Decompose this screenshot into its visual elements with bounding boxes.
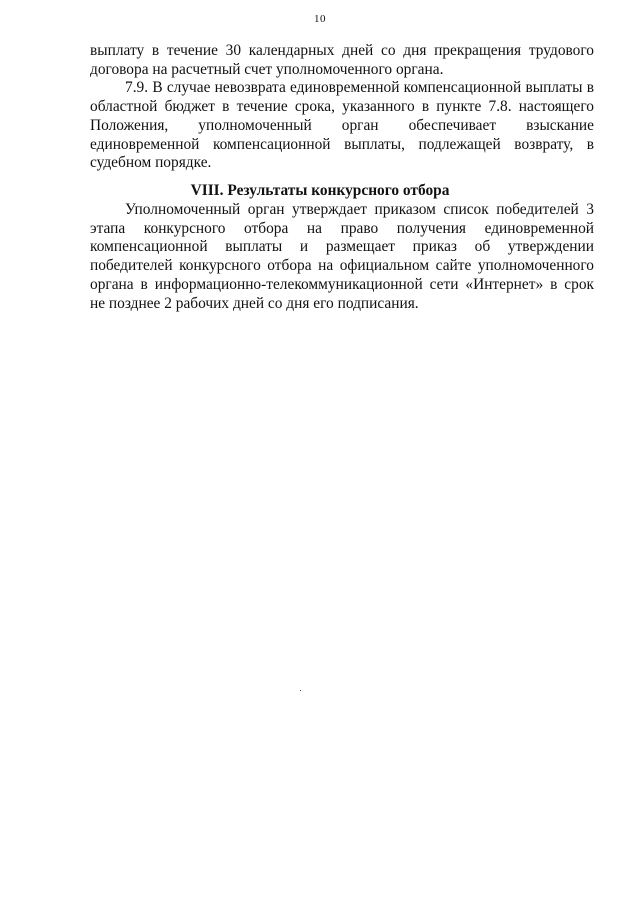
section-7-text [90,42,594,173]
section-8-text [90,201,594,313]
scan-speck [300,690,301,691]
paragraph-7-9: 7.9. В случае невозврата единовременной компенсационной выплаты в областной бюджет в течение срока, указанного в пункте 7.8. настоящего Положения, уполномоченный орган обеспечивает взыскание единовременной компенсационной выплаты, подлежащей возврату, в судебном порядке. [90,79,594,172]
paragraph-continuation: выплату в течение 30 календарных дней со дня прекращения трудового договора на расчетный счет уполномоченного органа. [90,42,594,78]
paragraph-results: Уполномоченный орган утверждает приказом список победителей 3 этапа конкурсного отбора на право получения единовременной компенсационной выплаты и размещает приказ об утверждении победителей конкурсного отбора на официальном сайте уполномоченного органа в информационно-телекоммуникационной сети «Интернет» в срок не позднее 2 рабочих дней со дня его подписания. [90,201,594,312]
page-number: 10 [314,13,326,25]
section-heading: VIII. Результаты конкурсного отбора [190,182,450,199]
